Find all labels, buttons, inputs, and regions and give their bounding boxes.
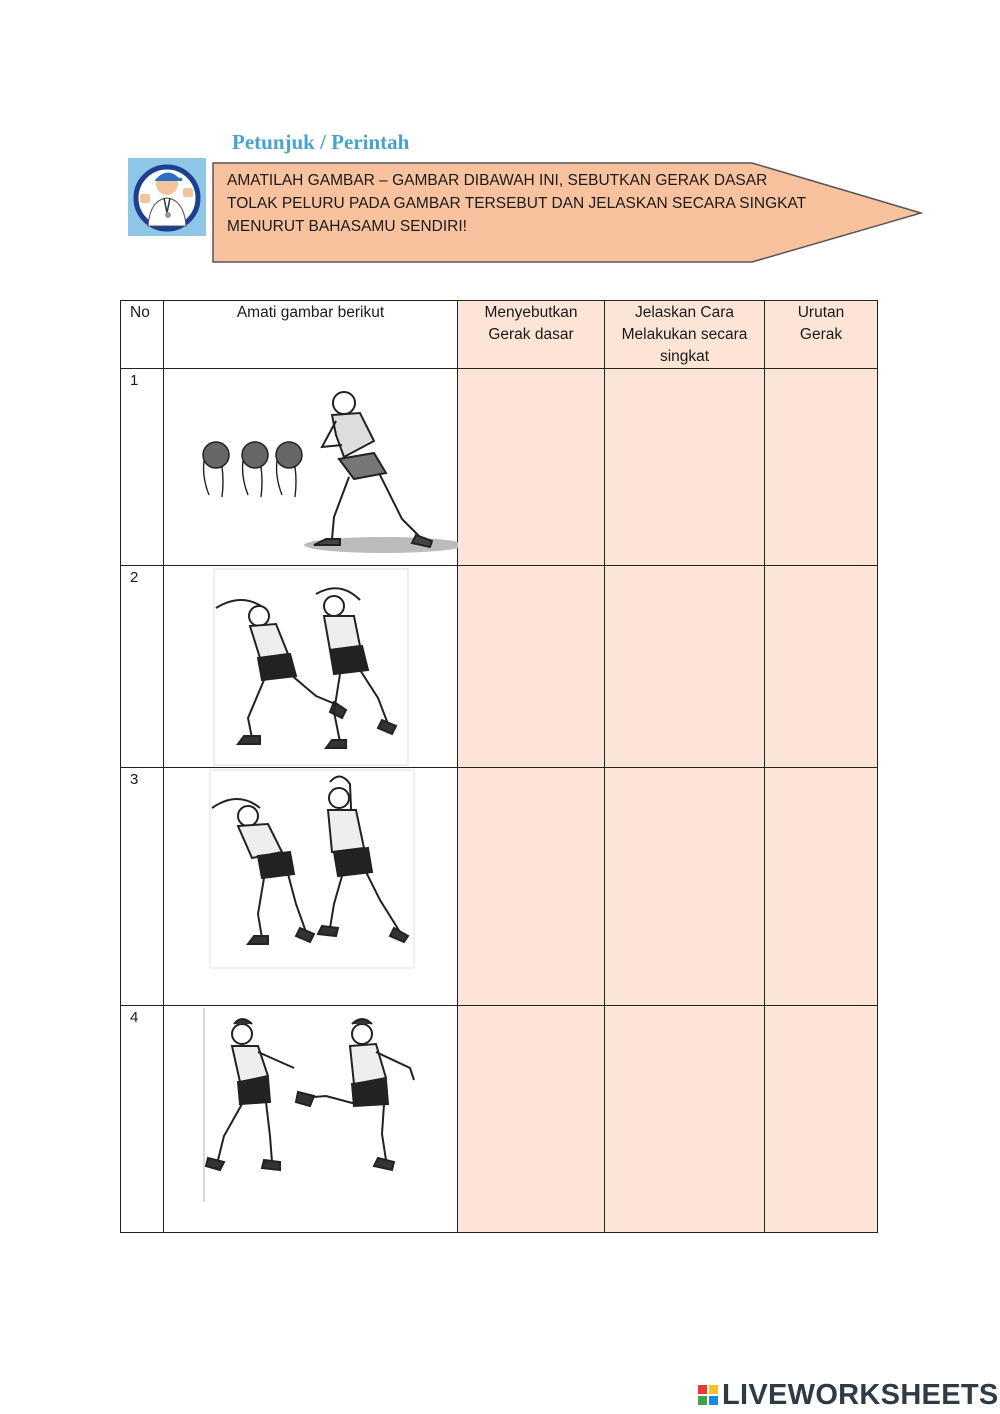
row-number: 4 [121,1006,164,1233]
answer-basic-move[interactable] [458,566,605,768]
instruction-text [227,169,817,238]
header-line: Gerak [799,326,843,343]
instruction-line: AMATILAH GAMBAR – GAMBAR DIBAWAH INI, SEBUTKAN GERAK DASAR [227,172,768,189]
coach-illustration [128,158,206,236]
answer-basic-move[interactable] [458,1006,605,1233]
answer-basic-move[interactable] [458,369,605,566]
answer-order[interactable] [765,566,878,768]
header-line: Gerak dasar [488,326,574,343]
instruction-line: MENURUT BAHASAMU SENDIRI! [227,218,467,235]
answer-order[interactable] [765,1006,878,1233]
answer-basic-move[interactable] [458,768,605,1006]
instruction-title: Petunjuk / Perintah [232,130,410,154]
table-row [121,1006,878,1233]
row-number: 3 [121,768,164,1006]
shot-put-glide-illustration [164,768,458,1006]
shot-put-stance-illustration [164,566,458,768]
header-image: Amati gambar berikut [164,301,458,369]
table-row [121,768,878,1006]
header-line: Jelaskan Cara [634,304,735,321]
header-explain [605,301,765,369]
answer-explain[interactable] [605,566,765,768]
header-line: singkat [659,348,710,365]
header-line: Menyebutkan [484,304,578,321]
logo-blocks-icon [698,1385,718,1405]
answer-explain[interactable] [605,369,765,566]
liveworksheets-logo [698,1378,999,1412]
shot-put-grip-illustration [164,369,458,566]
header-line: Urutan [797,304,845,321]
header-no: No [121,301,164,369]
row-number: 1 [121,369,164,566]
table-row [121,566,878,768]
header-order [765,301,878,369]
answer-order[interactable] [765,369,878,566]
header-line: Melakukan secara [621,326,748,343]
shot-put-push-illustration [164,1006,458,1233]
answer-explain[interactable] [605,1006,765,1233]
worksheet-table [120,300,878,1233]
answer-explain[interactable] [605,768,765,1006]
table-row [121,369,878,566]
brand-name: LIVEWORKSHEETS [722,1378,999,1411]
header-basic-move [458,301,605,369]
row-number: 2 [121,566,164,768]
table-header-row [121,301,878,369]
instruction-line: TOLAK PELURU PADA GAMBAR TERSEBUT DAN JELASKAN SECARA SINGKAT [227,195,807,212]
answer-order[interactable] [765,768,878,1006]
